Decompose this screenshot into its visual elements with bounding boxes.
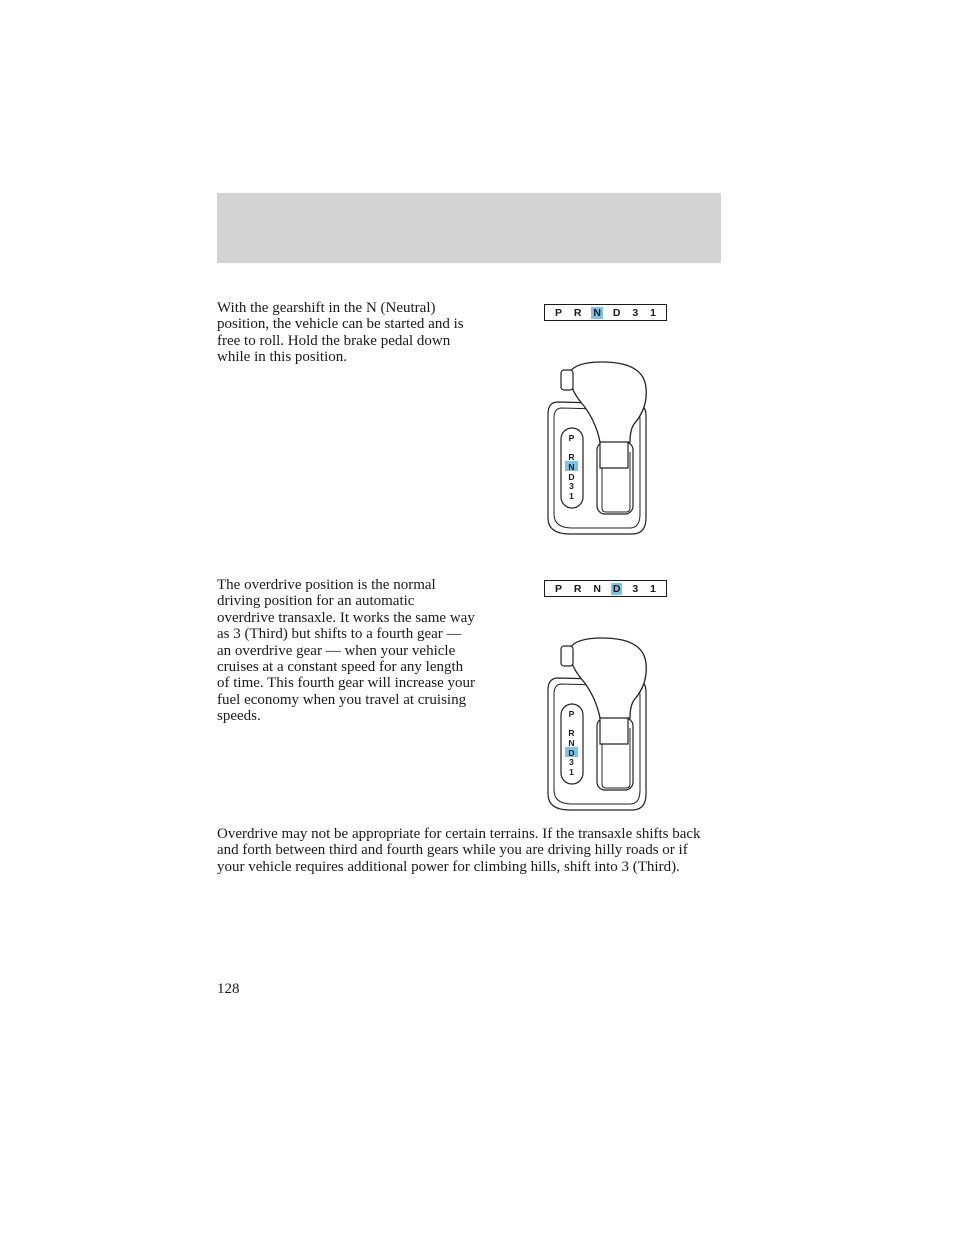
- gear-label-1: 1: [650, 582, 656, 595]
- terrain-paragraph: Overdrive may not be appropriate for certain terrains. If the transaxle shifts back and forth between third and fourth gears while you are driving hilly roads or if your vehicle requires additional power for climbing hills, shift into 3 (Third).: [217, 826, 701, 875]
- gear-label-r: R: [573, 306, 582, 319]
- gearshift-neutral-drawing: [540, 358, 655, 538]
- gear-indicator-strip-overdrive: [544, 580, 667, 597]
- slot-label-p: P: [568, 709, 575, 719]
- gear-label-n: N: [593, 582, 601, 595]
- gearshift-illustration-overdrive: [540, 634, 655, 814]
- gear-label-r: R: [573, 582, 582, 595]
- slot-label-3: 3: [569, 481, 574, 491]
- slot-label-r: R: [568, 452, 575, 462]
- gear-label-3: 3: [632, 306, 639, 319]
- neutral-paragraph: With the gearshift in the N (Neutral) position, the vehicle can be started and is free to roll. Hold the brake pedal down while in this position.: [217, 300, 464, 366]
- gear-label-1: 1: [650, 306, 656, 319]
- gear-label-d-selected: D: [612, 582, 621, 595]
- slot-label-d: D: [568, 472, 575, 482]
- gear-label-3: 3: [632, 582, 639, 595]
- gear-label-p: P: [554, 306, 562, 319]
- slot-label-p: P: [568, 433, 575, 443]
- slot-label-r: R: [568, 728, 575, 738]
- slot-label-d-selected: D: [568, 748, 575, 758]
- slot-label-n-selected: N: [568, 462, 575, 472]
- gear-label-p: P: [554, 582, 562, 595]
- gear-label-d: D: [612, 306, 621, 319]
- gearshift-illustration-neutral: [540, 358, 655, 538]
- gearshift-overdrive-drawing: [540, 634, 655, 814]
- page-number: 128: [217, 981, 240, 997]
- slot-label-1: 1: [569, 767, 574, 777]
- overdrive-paragraph: The overdrive position is the normal driving position for an automatic overdrive transaxle. It works the same way as 3 (Third) but shifts to a fourth gear — an overdrive gear — when your vehicle cruises at a constant speed for any length of time. This fourth gear will increase your fuel economy when you travel at cruising speeds.: [217, 577, 475, 725]
- section-header-band: [217, 193, 721, 263]
- slot-label-n: N: [568, 738, 575, 748]
- slot-label-3: 3: [569, 757, 574, 767]
- gear-indicator-strip-neutral: [544, 304, 667, 321]
- gear-label-n-selected: N: [593, 306, 601, 319]
- slot-label-1: 1: [569, 491, 574, 501]
